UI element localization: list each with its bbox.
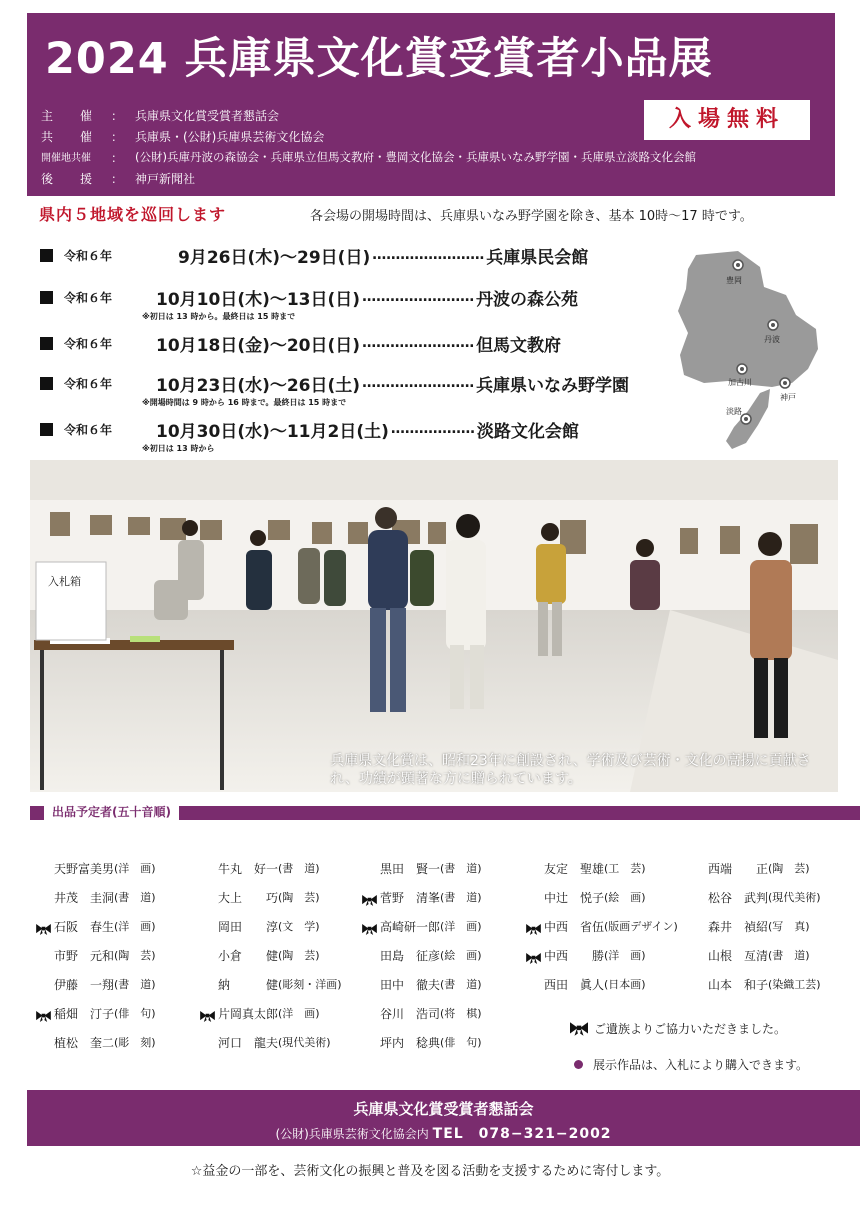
- schedule-dates: 9月26日(木)〜29日(日): [178, 247, 371, 268]
- schedule-leader: ……………………: [362, 335, 475, 351]
- exhibitor-name: 山根 亙清: [708, 948, 769, 963]
- bid-box-label: 入札箱: [48, 575, 81, 588]
- exhibitor-field: (現代美術): [278, 1036, 331, 1049]
- exhibitor-entry: [380, 916, 482, 936]
- exhibitor-entry: [708, 945, 810, 965]
- schedule-leader: ……………………: [362, 375, 475, 391]
- ribbon-icon: [362, 891, 377, 902]
- map-label-tanba: 丹波: [764, 335, 780, 344]
- exhibitor-name: 友定 聖雄: [544, 861, 605, 876]
- map-label-awaji: 淡路: [726, 407, 742, 416]
- exhibitor-entry: [708, 858, 810, 878]
- exhibitor-entry: [218, 1003, 320, 1023]
- ribbon-icon: [36, 1007, 51, 1018]
- exhibitor-field: (彫 刻): [114, 1036, 156, 1049]
- ribbon-icon: [526, 920, 541, 931]
- exhibitor-field: (陶 芸): [114, 949, 156, 962]
- exhibitor-field: (日本画): [604, 978, 646, 991]
- exhibitor-name: 稲畑 汀子: [54, 1006, 115, 1021]
- donation-note: ☆益金の一部を、芸術文化の振興と普及を図る活動を支援するために寄付します。: [190, 1164, 670, 1179]
- exhibitor-field: (文 学): [278, 920, 320, 933]
- exhibitor-field: (陶 芸): [278, 891, 320, 904]
- exhibitor-field: (書 道): [768, 949, 810, 962]
- exhibitor-field: (染織工芸): [768, 978, 821, 991]
- schedule-note: ※開場時間は 9 時から 16 時まで。最終日は 15 時まで: [142, 398, 347, 407]
- exhibitor-name: 牛丸 好一: [218, 861, 279, 876]
- exhibitor-name: 黒田 賢一: [380, 861, 441, 876]
- schedule-leader: ……………………: [362, 289, 475, 305]
- schedule-row: [40, 417, 579, 441]
- map-label-kobe: 神戸: [780, 393, 796, 402]
- organizer-value: 神戸新聞社: [135, 172, 196, 186]
- exhibitor-entry: [544, 916, 678, 936]
- exhibitor-field: (書 道): [440, 862, 482, 875]
- schedule-leader: ……………………: [372, 247, 485, 263]
- exhibitor-entry: [54, 916, 156, 936]
- exhibitor-entry: [708, 974, 821, 994]
- schedule-dates: 10月30日(水)〜11月2日(土): [156, 421, 389, 442]
- city-marker-kakogawa: [737, 364, 747, 374]
- footer-contact: (公財)兵庫県芸術文化協会内: [275, 1127, 429, 1141]
- organizer-value: 兵庫県文化賞受賞者懇話会: [135, 109, 280, 123]
- gallery-ceiling: [30, 460, 838, 500]
- footer-tel: TEL 078−321−2002: [432, 1126, 612, 1142]
- schedule-dates: 10月23日(水)〜26日(土): [156, 375, 361, 396]
- exhibitor-field: (書 道): [114, 891, 156, 904]
- bullet-square-icon: [40, 291, 53, 304]
- exhibitor-field: (書 道): [114, 978, 156, 991]
- exhibitor-field: (俳 句): [114, 1007, 156, 1020]
- schedule-row: [40, 331, 561, 355]
- exhibitor-name: 田島 征彦: [380, 948, 441, 963]
- organizer-key: 開催地共催: [41, 153, 91, 164]
- bullet-square-icon: [40, 249, 53, 262]
- exhibitor-field: (彫刻・洋画): [278, 978, 342, 991]
- exhibitor-name: 菅野 清峯: [380, 890, 441, 905]
- exhibitor-name: 西田 眞人: [544, 977, 605, 992]
- exhibitor-entry: [544, 887, 646, 907]
- bid-box: [36, 562, 106, 640]
- exhibitor-name: 山本 和子: [708, 977, 769, 992]
- schedule-venue: 但馬文教府: [476, 335, 562, 356]
- bullet-dot-icon: [574, 1060, 583, 1069]
- exhibitor-field: (陶 芸): [768, 862, 810, 875]
- ribbon-icon: [570, 1022, 588, 1036]
- legend-dot-text: 展示作品は、入札により購入できます。: [593, 1058, 809, 1072]
- bullet-square-icon: [40, 377, 53, 390]
- city-marker-kobe: [780, 378, 790, 388]
- schedule-era: 令和６年: [64, 376, 113, 391]
- exhibitor-entry: [54, 974, 156, 994]
- exhibitor-entry: [218, 916, 320, 936]
- exhibitor-name: 片岡真太郎: [218, 1006, 279, 1021]
- hyogo-prefecture-shape: [678, 251, 818, 387]
- sponsor-row: 後 援 ： 神戸新聞社: [41, 172, 196, 186]
- exhibitor-name: 坪内 稔典: [380, 1035, 441, 1050]
- exhibitor-entry: [54, 887, 156, 907]
- exhibition-photo: [30, 460, 838, 792]
- exhibitor-field: (現代美術): [768, 891, 821, 904]
- exhibitor-entry: [380, 1032, 482, 1052]
- organizer-value: 兵庫県・(公財)兵庫県芸術文化協会: [135, 130, 325, 144]
- ribbon-icon: [362, 920, 377, 931]
- schedule-dates: 10月10日(木)〜13日(日): [156, 289, 361, 310]
- exhibitor-name: 納 健: [218, 977, 279, 992]
- tour-heading: 県内５地域を巡回します: [39, 205, 227, 224]
- exhibitor-name: 高崎研一郎: [380, 919, 441, 934]
- exhibitor-entry: [54, 945, 156, 965]
- exhibitor-field: (洋 画): [114, 920, 156, 933]
- legend-ribbon-row: [570, 1020, 786, 1037]
- exhibitor-name: 井茂 圭洞: [54, 890, 115, 905]
- exhibitor-heading: 出品予定者(五十音順): [44, 803, 179, 820]
- exhibitor-field: (書 道): [440, 978, 482, 991]
- exhibitor-field: (俳 句): [440, 1036, 482, 1049]
- exhibitor-field: (洋 画): [440, 920, 482, 933]
- organizer-key: 主 催: [41, 109, 94, 123]
- map-label-kakogawa: 加古川: [728, 378, 752, 387]
- exhibitor-entry: [708, 916, 810, 936]
- exhibitor-name: 河口 龍夫: [218, 1035, 279, 1050]
- exhibitor-field: (陶 芸): [278, 949, 320, 962]
- city-marker-awaji: [741, 414, 751, 424]
- schedule-note: ※初日は 13 時から: [142, 444, 215, 453]
- exhibitor-name: 岡田 淳: [218, 919, 279, 934]
- exhibitor-name: 中西 勝: [544, 948, 605, 963]
- ribbon-icon: [526, 949, 541, 960]
- exhibitor-field: (書 道): [278, 862, 320, 875]
- hyogo-map: [668, 245, 833, 455]
- exhibitor-entry: [544, 945, 646, 965]
- exhibitor-name: 天野富美男: [54, 861, 115, 876]
- ribbon-icon: [36, 920, 51, 931]
- organizer-key: 後 援: [41, 172, 94, 186]
- exhibitor-field: (絵 画): [440, 949, 482, 962]
- exhibitor-entry: [544, 858, 646, 878]
- map-label-toyooka: 豊岡: [726, 276, 742, 285]
- schedule-row: [40, 285, 578, 309]
- header-banner: [27, 13, 835, 196]
- schedule-venue: 丹波の森公苑: [476, 289, 579, 310]
- ribbon-icon: [200, 1007, 215, 1018]
- organizer-row: 主 催 ： 兵庫県文化賞受賞者懇話会: [41, 109, 280, 123]
- schedule-dates: 10月18日(金)〜20日(日): [156, 335, 361, 356]
- schedule-era: 令和６年: [64, 422, 113, 437]
- exhibitor-field: (洋 画): [278, 1007, 320, 1020]
- exhibitor-name: 田中 徹夫: [380, 977, 441, 992]
- co-organizer-row: 共 催 ： 兵庫県・(公財)兵庫県芸術文化協会: [41, 130, 325, 144]
- schedule-era: 令和６年: [64, 248, 113, 263]
- exhibitor-entry: [380, 945, 482, 965]
- exhibitor-entry: [380, 887, 482, 907]
- exhibitor-field: (絵 画): [604, 891, 646, 904]
- footer-banner: [27, 1090, 860, 1146]
- legend-dot-row: [574, 1056, 808, 1073]
- exhibitor-name: 谷川 浩司: [380, 1006, 441, 1021]
- organizer-value: (公財)兵庫丹波の森協会・兵庫県立但馬文教府・豊岡文化協会・兵庫県いなみ野学園・兵庫県立淡路文化会館: [135, 150, 696, 164]
- schedule-row: [40, 243, 588, 267]
- exhibitor-field: (書 道): [440, 891, 482, 904]
- exhibitor-field: (版画デザイン): [604, 920, 678, 933]
- city-marker-tanba: [768, 320, 778, 330]
- organizer-key: 共 催: [41, 130, 94, 144]
- exhibitor-entry: [54, 1032, 156, 1052]
- exhibitor-name: 小倉 健: [218, 948, 279, 963]
- free-admission-badge: 入場無料: [644, 100, 810, 140]
- exhibitor-name: 植松 奎二: [54, 1035, 115, 1050]
- exhibitor-name: 大上 巧: [218, 890, 279, 905]
- schedule-venue: 兵庫県いなみ野学園: [476, 375, 630, 396]
- schedule-venue: 淡路文化会館: [476, 421, 579, 442]
- schedule-era: 令和６年: [64, 336, 113, 351]
- exhibitor-field: (洋 画): [604, 949, 646, 962]
- exhibitor-entry: [218, 945, 320, 965]
- exhibitor-entry: [380, 1003, 482, 1023]
- exhibitor-entry: [708, 887, 821, 907]
- exhibitor-entry: [54, 858, 156, 878]
- exhibitor-field: (写 真): [768, 920, 810, 933]
- bullet-square-icon: [40, 423, 53, 436]
- schedule-era: 令和６年: [64, 290, 113, 305]
- schedule-venue: 兵庫県民会館: [486, 247, 589, 268]
- city-marker-toyooka: [733, 260, 743, 270]
- exhibitor-entry: [218, 974, 342, 994]
- exhibitor-entry: [218, 887, 320, 907]
- page-title: 2024 兵庫県文化賞受賞者小品展: [45, 34, 713, 84]
- legend-ribbon-text: ご遺族よりご協力いただきました。: [594, 1022, 787, 1036]
- schedule-leader: ………………: [390, 421, 475, 437]
- exhibitor-entry: [380, 858, 482, 878]
- schedule-row: [40, 371, 629, 395]
- exhibitor-field: (将 棋): [440, 1007, 482, 1020]
- footer-org: 兵庫県文化賞受賞者懇話会: [353, 1100, 534, 1118]
- bullet-square-icon: [40, 337, 53, 350]
- hours-note: 各会場の開場時間は、兵庫県いなみ野学園を除き、基本 10時〜17 時です。: [310, 209, 753, 224]
- exhibitor-name: 松谷 武判: [708, 890, 769, 905]
- exhibitor-entry: [218, 858, 320, 878]
- exhibitor-name: 中辻 悦子: [544, 890, 605, 905]
- exhibitor-name: 中西 省伍: [544, 919, 605, 934]
- exhibitor-name: 西端 正: [708, 861, 769, 876]
- exhibitor-name: 市野 元和: [54, 948, 115, 963]
- exhibitor-entry: [54, 1003, 156, 1023]
- exhibitor-name: 森井 禎紹: [708, 919, 769, 934]
- exhibitor-field: (洋 画): [114, 862, 156, 875]
- exhibitor-name: 伊藤 一翔: [54, 977, 115, 992]
- exhibitor-name: 石阪 春生: [54, 919, 115, 934]
- exhibitor-field: (工 芸): [604, 862, 646, 875]
- exhibitor-entry: [544, 974, 646, 994]
- footer-contact-line: [27, 1123, 860, 1143]
- exhibitor-entry: [218, 1032, 331, 1052]
- photo-caption: 兵庫県文化賞は、昭和23年に創設され、学術及び芸術・文化の高揚に貢献され、功績が顕著な方に贈られています。: [330, 753, 811, 787]
- venue-co-host-row: 開催地共催 ： (公財)兵庫丹波の森協会・兵庫県立但馬文教府・豊岡文化協会・兵庫県いなみ野学園・兵庫県立淡路文化会館: [41, 150, 696, 165]
- schedule-note: ※初日は 13 時から。最終日は 15 時まで: [142, 312, 296, 321]
- exhibitor-entry: [380, 974, 482, 994]
